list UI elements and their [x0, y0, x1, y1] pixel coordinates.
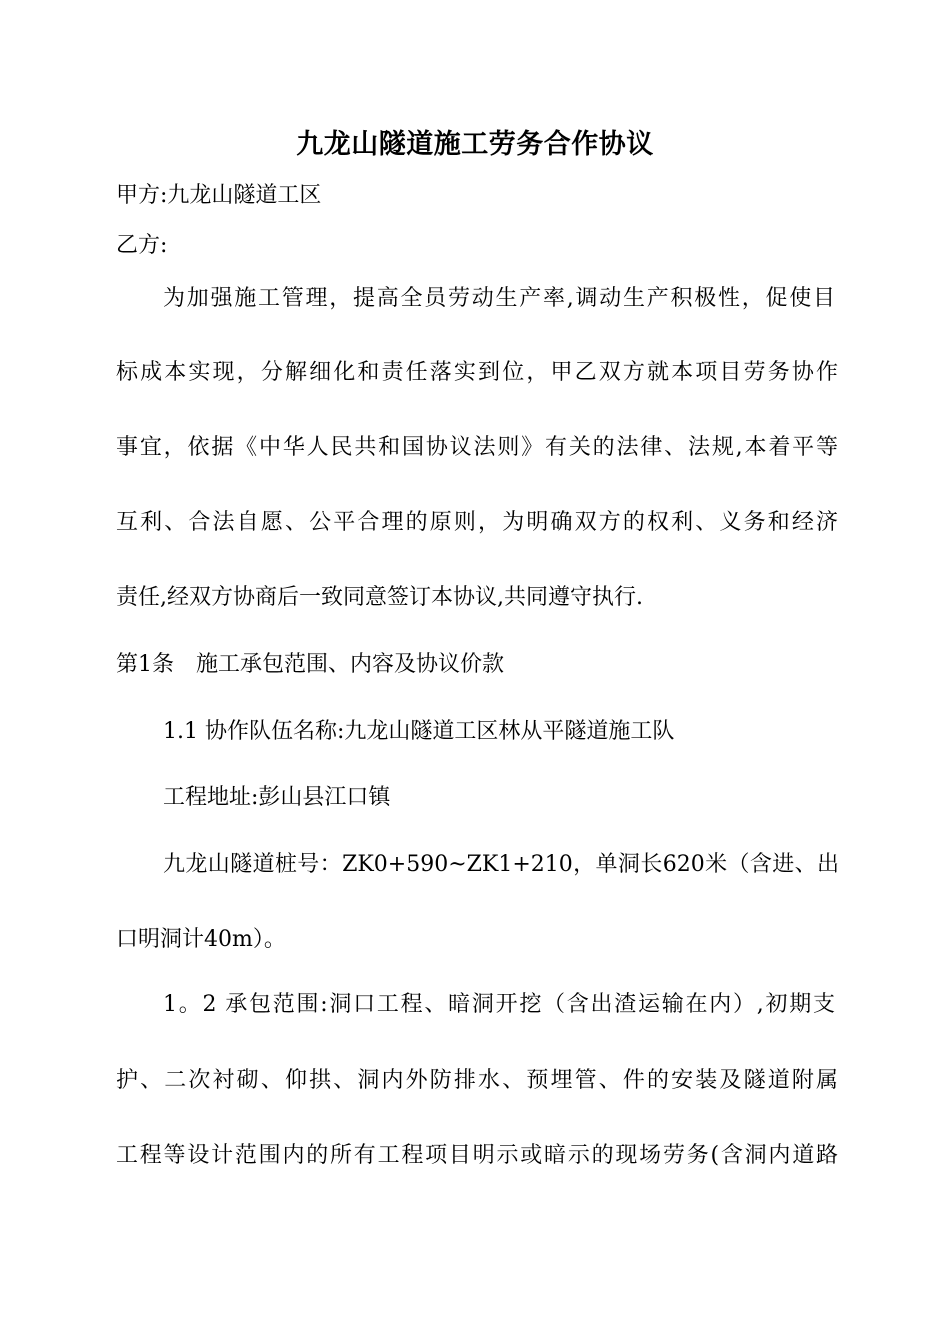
- document-title: 九龙山隧道施工劳务合作协议: [296, 129, 654, 160]
- station-line-1: 九龙山隧道桩号：ZK0+590~ZK1+210，单洞长620米（含进、出: [163, 852, 839, 877]
- preamble-line-5: 责任,经双方协商后一致同意签订本协议,共同遵守执行.: [116, 585, 643, 610]
- preamble-line-1: 为加强施工管理，提高全员劳动生产率,调动生产积极性，促使目: [163, 286, 835, 311]
- clause-1-2-line-2: 护、二次衬砌、仰拱、洞内外防排水、预埋管、件的安装及隧道附属: [116, 1068, 838, 1093]
- clause-1-2-line-1: 1。2 承包范围:洞口工程、暗洞开挖（含出渣运输在内）,初期支: [163, 992, 835, 1017]
- preamble-line-3: 事宜，依据《中华人民共和国协议法则》有关的法律、法规,本着平等: [116, 435, 838, 460]
- clause-1-1: 1.1 协作队伍名称:九龙山隧道工区林从平隧道施工队: [163, 719, 675, 744]
- article-1-heading: 第1条 施工承包范围、内容及协议价款: [116, 652, 504, 677]
- party-b-line: 乙方:: [116, 233, 168, 258]
- preamble-line-2: 标成本实现，分解细化和责任落实到位，甲乙双方就本项目劳务协作: [116, 360, 838, 385]
- project-address: 工程地址:彭山县江口镇: [163, 785, 391, 810]
- preamble-line-4: 互利、合法自愿、公平合理的原则，为明确双方的权利、义务和经济: [116, 510, 838, 535]
- party-a-line: 甲方:九龙山隧道工区: [116, 183, 322, 208]
- station-line-2: 口明洞计40m）。: [116, 927, 286, 952]
- clause-1-2-line-3: 工程等设计范围内的所有工程项目明示或暗示的现场劳务(含洞内道路: [116, 1143, 838, 1168]
